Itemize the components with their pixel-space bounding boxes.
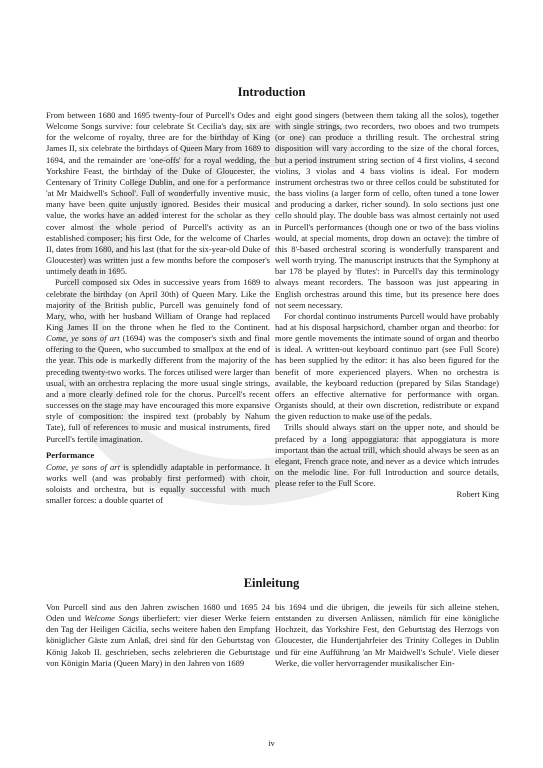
work-title: Come, ye sons of art [46,461,120,472]
introduction-title: Introduction [237,85,306,99]
einleitung-title: Einleitung [243,576,300,590]
welcome-songs-term: Welcome Songs [84,613,139,624]
intro-paragraph-2: Purcell composed six Odes in successive years from 1689 to celebrate the birthday (on April 30th) of Queen Mary. Like the majority of the British public, Purcell was genuinely fond of Mary, who, with her husband William of Orange had replaced King James II on the throne when he fled to the Continent. Come, ye sons of art (1694) was the composer's sixth and final offering to the Queen, who succumbed to smallpox at the end of the year. This ode is markedly different from the majority of the preceding twenty-two works. The forces utilised were larger than usual, with an orchestra replacing the more usual single strings, and a more clearly defined role for the chorus. Purcell's recent successes on the stage may have encouraged this more expansive style of composition: the inspired text (probably by Nahum Tate), full of references to music and musical instruments, fired Purcell's fertile imagination. [46,277,270,444]
intro-paragraph-1: From between 1680 and 1695 twenty-four of Purcell's Odes and Welcome Songs survive: four celebrate St Cecilia's day, six are for the welcome of royalty, three are for the birthday of King James II, six celebrate the birthdays of Queen Mary from 1689 to 1694, and the remainder are 'one-offs' for a royal wedding, the Yorkshire Feast, the birthday of the Duke of Gloucester, the Centenary of Trinity College Dublin, and one for a performance 'at Mr Maidwell's School'. Full of wonderfully inventive music, many have been quite unjustly ignored. Besides their musical value, the works have an added interest for the scholar as they cover almost the whole period of Purcell's activity as an established composer; his first Ode, for the welcome of Charles II, dates from 1680, and his last (that for the six-year-old Duke of Gloucester) was written just a few months before the composer's untimely death in 1695. [46,110,270,277]
einleitung-paragraph-2: bis 1694 und die übrigen, die jeweils für sich alleine stehen, entstanden zu diversen Anlässen, nämlich für eine königliche Hochzeit, das Yorkshire Fest, den Geburtstag des Herzogs von Gloucester, die Hundertjahrfeier des Trinity Colleges in Dublin und für eine Aufführung 'an Mr Maidwell's Schule'. Viele dieser Werke, die voller hervorragender musikalischer Ein- [275,602,499,668]
einleitung-column-left [46,602,270,669]
performance-heading: Performance [46,449,95,460]
work-title: Come, ye sons of art [46,333,120,344]
einleitung-paragraph-1: Von Purcell sind aus den Jahren zwischen 1680 und 1695 24 Oden und Welcome Songs überliefert: vier dieser Werke feiern den Tag der Heiligen Cäcilia, sechs weitere haben den Empfang königlicher Gäste zum Anlaß, drei sind für den Geburtstag von König Jakob II. geschrieben, sechs zelebrieren die Geburtstage von Königin Maria (Queen Mary) in den Jahren von 1689 [46,602,271,668]
performance-paragraph: Come, ye sons of art is splendidly adaptable in performance. It works well (and was probably first performed) with choir, soloists and orchestra, but is equally successful with much smaller forces: a double quartet of [46,461,270,506]
introduction-column-left [46,110,270,506]
introduction-column-right [275,110,499,500]
intro-paragraph-4: For chordal continuo instruments Purcell would have probably had at his disposal harpsichord, chamber organ and theorbo: for more gentle movements the intimate sound of organ and theorbo is ideal. A written-out keyboard continuo part (see Full Score) has been supplied by the editor: it has also been figured for the benefit of more experienced players. When no orchestra is available, the keyboard reduction (prepared by Silas Standage) offers an effective alternative for performance with organ. Organists should, at their own discretion, redistribute or expand the given reduction to make use of the pedals. [275,310,499,422]
einleitung-column-right [275,602,499,669]
intro-paragraph-5: Trills should always start on the upper note, and should be prefaced by a long appoggiatura: that appoggiatura is more important than the actual trill, which should always be seen as an elegant, French grace note, and never as a device which intrudes on the melodic line. For full Introduction and source details, please refer to the Full Score. [275,422,499,489]
page-number: iv [268,738,275,748]
author-signature: Robert King [456,489,499,500]
intro-paragraph-3: eight good singers (between them taking all the solos), together with single strings, two recorders, two oboes and two trumpets (or one) can produce a thrilling result. The orchestral string disposition will vary according to the size of the choral forces, but a period instrument string section of 4 first violins, 4 second violins, 3 violas and 4 bass violins is ideal. For modern instrument orchestras two or three cellos could be substituted for the bass violins (a larger form of cello, often tuned a tone lower and producing a darker, richer sound). In solo sections just one cello should play. The double bass was almost certainly not used in Purcell's performances (though one or two of the bass violins would, at special moments, drop down an octave): the timbre of this 8'-based orchestral scoring is wonderfully transparent and well worth trying. The manuscript instructs that the Symphony at bar 178 be played by 'flutes': in Purcell's day this terminology always meant recorders. The bassoon was just appearing in English orchestras around this time, but its presence here does not seem necessary. [275,110,499,310]
